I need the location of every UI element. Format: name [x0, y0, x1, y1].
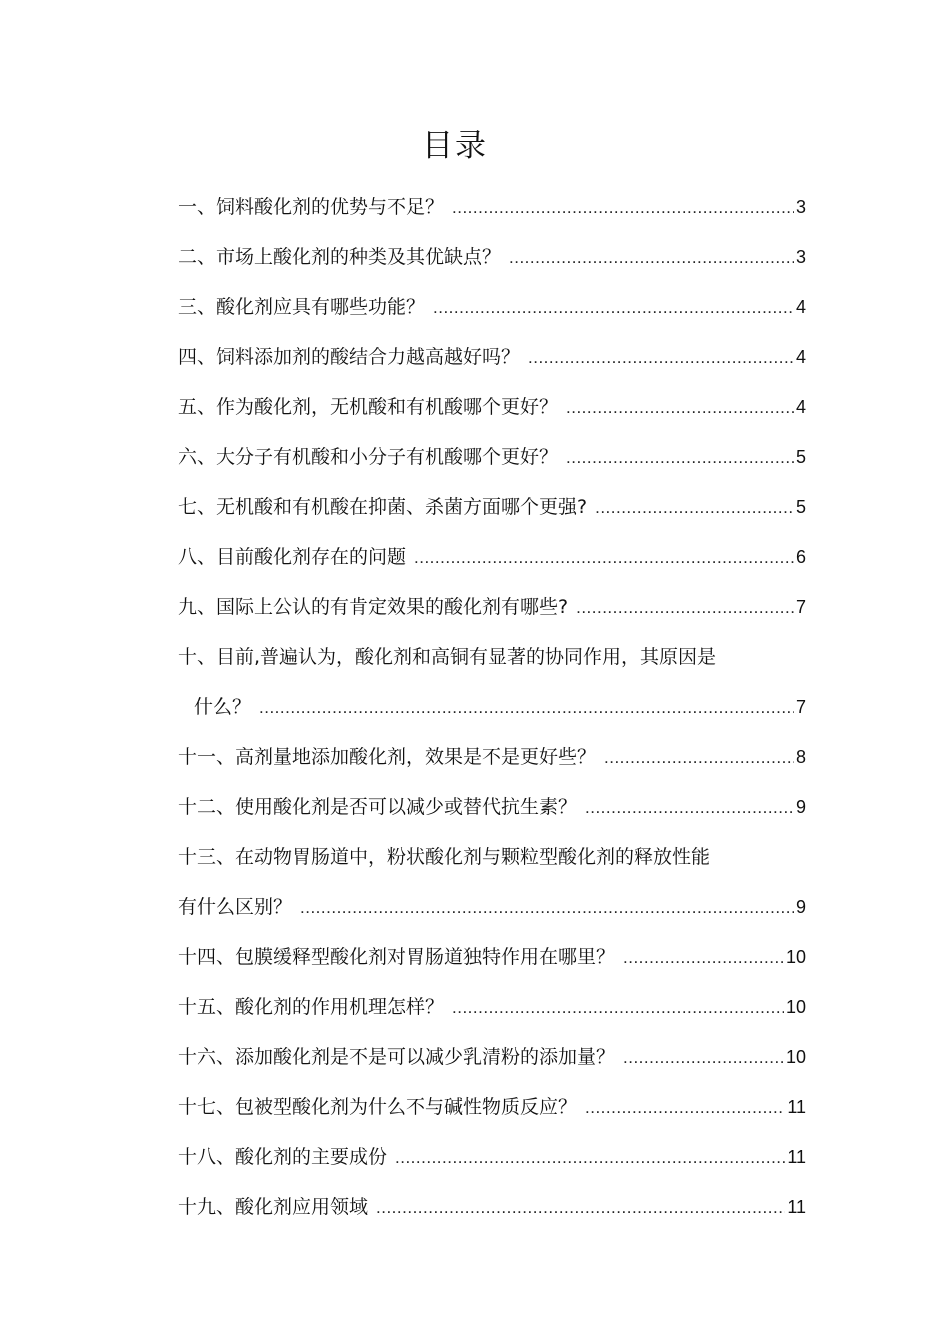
toc-entry-text: 十九、酸化剂应用领域: [178, 1196, 369, 1218]
toc-page-number: 11: [787, 1147, 806, 1167]
dot-leader: [452, 183, 794, 233]
dot-leader: [595, 483, 794, 533]
toc-entry-7[interactable]: [178, 482, 806, 532]
toc-entry-text: 六、大分子有机酸和小分子有机酸哪个更好？: [178, 446, 559, 468]
dot-leader: [604, 733, 794, 783]
toc-entry-13[interactable]: [178, 832, 806, 932]
toc-entry-text: 三、酸化剂应具有哪些功能？: [178, 296, 426, 318]
toc-entry-text: 十一、高剂量地添加酸化剂，效果是不是更好些？: [178, 746, 597, 768]
toc-title: 目录: [422, 128, 488, 164]
toc-entry-text: 十八、酸化剂的主要成份: [178, 1146, 388, 1168]
dot-leader: [509, 233, 794, 283]
toc-entry-text: 十六、添加酸化剂是不是可以减少乳清粉的添加量？: [178, 1046, 616, 1068]
toc-page-number: 4: [795, 347, 806, 367]
toc-entry-text: 七、无机酸和有机酸在抑菌、杀菌方面哪个更强?: [178, 496, 588, 518]
toc-page-number: 9: [795, 797, 806, 817]
toc-page-number: 7: [795, 597, 806, 617]
dot-leader: [585, 783, 794, 833]
toc-entry-4[interactable]: [178, 332, 806, 382]
dot-leader: [259, 683, 794, 733]
toc-entry-18[interactable]: [178, 1132, 806, 1182]
toc-page-number: 10: [785, 947, 806, 967]
toc-page-number: 7: [795, 697, 806, 717]
toc-page-number: 11: [787, 1097, 806, 1117]
dot-leader: [395, 1133, 785, 1183]
toc-entry-5[interactable]: [178, 382, 806, 432]
toc-entry-text: 十、目前,普遍认为，酸化剂和高铜有显著的协同作用，其原因是: [178, 646, 717, 668]
toc-entry-12[interactable]: [178, 782, 806, 832]
toc-entry-text: 十三、在动物胃肠道中，粉状酸化剂与颗粒型酸化剂的释放性能: [178, 846, 711, 868]
dot-leader: [623, 1033, 784, 1083]
toc-page-number: 10: [785, 1047, 806, 1067]
toc-entry-17[interactable]: [178, 1082, 806, 1132]
toc-entry-text: 十二、使用酸化剂是否可以减少或替代抗生素？: [178, 796, 578, 818]
toc-page-number: 8: [795, 747, 806, 767]
toc-entry-6[interactable]: [178, 432, 806, 482]
toc-entry-9[interactable]: [178, 582, 806, 632]
toc-page-number: 3: [795, 247, 806, 267]
toc-entry-text: 十五、酸化剂的作用机理怎样？: [178, 996, 445, 1018]
dot-leader: [576, 583, 794, 633]
toc-entry-text: 十七、包被型酸化剂为什么不与碱性物质反应？: [178, 1096, 578, 1118]
toc-entry-14[interactable]: [178, 932, 806, 982]
toc-page-number: 11: [787, 1197, 806, 1217]
toc-entry-3[interactable]: [178, 282, 806, 332]
toc-entry-8[interactable]: [178, 532, 806, 582]
dot-leader: [376, 1183, 785, 1233]
toc-entry-11[interactable]: [178, 732, 806, 782]
toc-entry-15[interactable]: [178, 982, 806, 1032]
dot-leader: [623, 933, 784, 983]
toc-entry-2[interactable]: [178, 232, 806, 282]
dot-leader: [300, 883, 794, 933]
toc-page-number: 4: [795, 297, 806, 317]
toc-entry-text: 四、饲料添加剂的酸结合力越高越好吗？: [178, 346, 521, 368]
dot-leader: [566, 433, 794, 483]
toc-page-number: 5: [795, 447, 806, 467]
toc-entry-text: 一、饲料酸化剂的优势与不足？: [178, 196, 445, 218]
toc-entry-10[interactable]: [178, 632, 806, 732]
toc-entry-text-continued: 有什么区别？: [178, 896, 293, 918]
toc-entry-19[interactable]: [178, 1182, 806, 1232]
toc-page-number: 10: [785, 997, 806, 1017]
toc-page-number: 6: [795, 547, 806, 567]
toc-entry-1[interactable]: [178, 182, 806, 232]
dot-leader: [414, 533, 794, 583]
table-of-contents: [178, 182, 806, 1232]
toc-entry-text: 二、市场上酸化剂的种类及其优缺点？: [178, 246, 502, 268]
toc-page-number: 3: [795, 197, 806, 217]
toc-entry-text-continued: 什么？: [194, 696, 252, 718]
toc-entry-text: 十四、包膜缓释型酸化剂对胃肠道独特作用在哪里？: [178, 946, 616, 968]
toc-page-number: 9: [795, 897, 806, 917]
toc-page-number: 4: [795, 397, 806, 417]
toc-entry-text: 五、作为酸化剂，无机酸和有机酸哪个更好？: [178, 396, 559, 418]
toc-entry-16[interactable]: [178, 1032, 806, 1082]
dot-leader: [528, 333, 794, 383]
toc-page-number: 5: [795, 497, 806, 517]
dot-leader: [433, 283, 794, 333]
dot-leader: [585, 1083, 785, 1133]
toc-entry-text: 九、国际上公认的有肯定效果的酸化剂有哪些?: [178, 596, 569, 618]
dot-leader: [452, 983, 784, 1033]
dot-leader: [566, 383, 794, 433]
toc-entry-text: 八、目前酸化剂存在的问题: [178, 546, 407, 568]
